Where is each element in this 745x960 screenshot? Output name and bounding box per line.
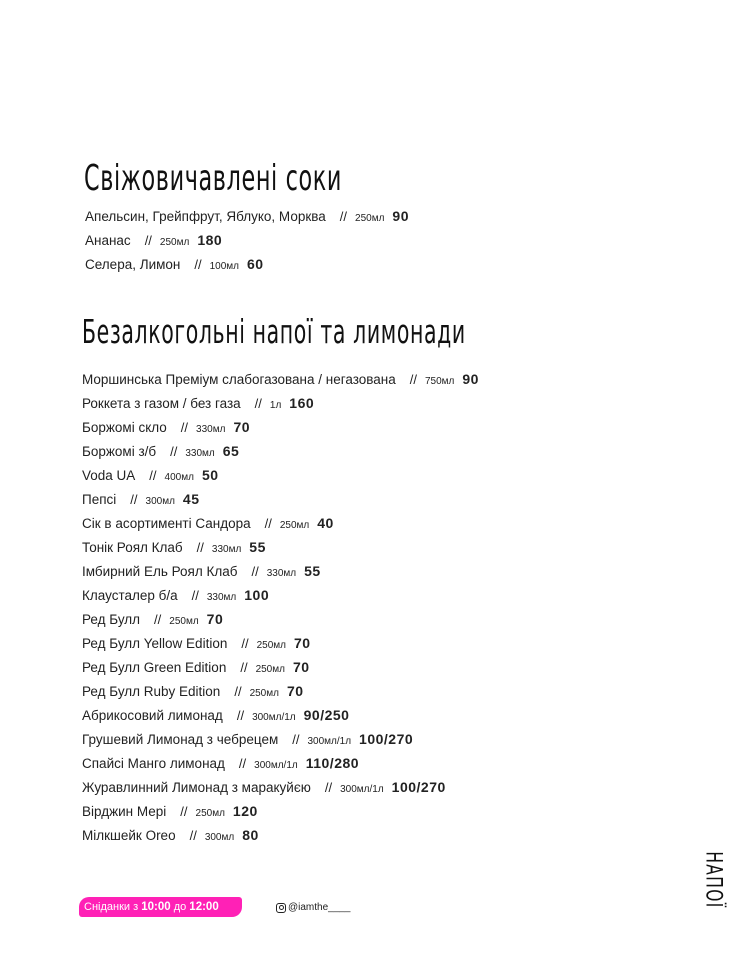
item-price: 55 — [249, 539, 266, 555]
item-price: 110/280 — [305, 755, 360, 771]
item-price: 160 — [289, 395, 315, 411]
menu-item — [82, 827, 259, 846]
item-price: 40 — [317, 515, 334, 531]
section-tab-drinks — [701, 839, 726, 921]
section-title-juices: Свіжовичавлені соки — [84, 158, 342, 199]
item-name: Ред Булл — [82, 612, 141, 627]
item-separator: // — [154, 612, 162, 627]
item-name: Ред Булл Yellow Edition — [82, 636, 228, 651]
item-volume: 1л — [269, 400, 282, 411]
menu-item — [82, 611, 223, 630]
item-separator: // — [194, 257, 202, 272]
breakfast-mid: до — [173, 901, 187, 913]
item-price: 65 — [222, 443, 240, 459]
item-separator: // — [264, 516, 272, 531]
menu-item — [82, 755, 359, 774]
item-volume: 250мл — [159, 237, 190, 248]
menu-item — [82, 515, 334, 534]
breakfast-prefix: Сніданки з — [84, 901, 139, 913]
item-price: 90 — [392, 208, 409, 224]
item-name: Журавлинний Лимонад з маракуйєю — [82, 780, 311, 795]
menu-item — [82, 587, 269, 606]
item-separator: // — [238, 756, 247, 771]
item-volume: 330мл — [206, 592, 237, 603]
item-volume: 250мл — [169, 616, 199, 627]
item-volume: 250мл — [255, 664, 285, 675]
item-name: Селера, Лимон — [85, 257, 181, 272]
item-volume: 300мл/1л — [307, 736, 352, 747]
item-separator: // — [234, 684, 242, 699]
item-volume: 750мл — [424, 376, 455, 387]
item-name: Грушевий Лимонад з чебрецем — [82, 732, 279, 747]
menu-item — [82, 563, 321, 582]
breakfast-hours-badge — [79, 897, 242, 917]
item-separator: // — [191, 588, 199, 603]
item-name: Клаусталер б/а — [82, 588, 178, 603]
menu-item — [82, 419, 250, 438]
item-volume: 300мл/1л — [254, 760, 298, 771]
instagram-icon — [276, 903, 286, 913]
item-separator: // — [144, 233, 152, 248]
item-price: 55 — [304, 563, 321, 579]
menu-item — [82, 803, 258, 822]
item-price: 100/270 — [391, 779, 446, 795]
item-name: Тонік Роял Клаб — [82, 540, 183, 555]
item-separator: // — [251, 564, 259, 579]
section-tab-label: НАПОЇ — [700, 851, 726, 909]
item-volume: 400мл — [164, 472, 194, 483]
item-name: Сік в асортименті Сандора — [82, 516, 251, 531]
item-name: Ред Булл Ruby Edition — [82, 684, 221, 699]
item-price: 120 — [232, 803, 258, 819]
breakfast-from: 10:00 — [141, 901, 171, 913]
item-name: Мілкшейк Oreo — [82, 828, 176, 843]
item-name: Моршинська Преміум слабогазована / негазована — [82, 372, 396, 387]
item-price: 100/270 — [359, 731, 414, 747]
item-volume: 330мл — [196, 424, 226, 435]
item-price: 100 — [244, 587, 270, 603]
item-name: Боржомі з/б — [82, 444, 157, 459]
item-separator: // — [339, 209, 348, 224]
item-volume: 300мл — [145, 496, 175, 507]
item-separator: // — [292, 732, 300, 747]
breakfast-to: 12:00 — [189, 901, 219, 913]
item-name: Боржомі скло — [82, 420, 167, 435]
item-separator: // — [189, 828, 197, 843]
menu-item — [82, 779, 446, 798]
item-price: 70 — [286, 683, 304, 699]
item-name: Імбирний Ель Роял Клаб — [82, 564, 238, 579]
menu-item — [82, 539, 266, 558]
item-volume: 300мл/1л — [252, 712, 296, 723]
item-price: 90 — [462, 371, 479, 387]
item-separator: // — [241, 636, 249, 651]
item-name: Абрикосовий лимонад — [82, 708, 223, 723]
item-price: 70 — [292, 659, 310, 675]
item-volume: 250мл — [279, 520, 310, 531]
item-separator: // — [149, 468, 157, 483]
item-name: Пепсі — [82, 492, 117, 507]
menu-item — [82, 659, 310, 678]
item-price: 70 — [233, 419, 251, 435]
item-price: 45 — [182, 491, 200, 507]
item-name: Апельсин, Грейпфрут, Яблуко, Морква — [85, 209, 326, 224]
item-separator: // — [130, 492, 138, 507]
instagram-link[interactable] — [276, 902, 350, 913]
item-volume: 300мл — [204, 832, 235, 843]
item-name: Роккета з газом / без газа — [82, 396, 241, 411]
item-volume: 250мл — [195, 808, 225, 819]
item-volume: 250мл — [249, 688, 279, 699]
item-separator: // — [196, 540, 204, 555]
menu-item — [85, 208, 409, 227]
item-price: 90/250 — [303, 707, 350, 723]
item-separator: // — [180, 804, 188, 819]
item-price: 80 — [242, 827, 259, 843]
item-volume: 330мл — [185, 448, 215, 459]
item-name: Ананас — [85, 233, 131, 248]
item-volume: 250мл — [355, 213, 385, 224]
item-separator: // — [240, 660, 248, 675]
item-price: 70 — [206, 611, 224, 627]
item-separator: // — [236, 708, 245, 723]
menu-item — [85, 232, 222, 251]
item-price: 50 — [201, 467, 219, 483]
item-price: 180 — [197, 232, 223, 248]
menu-item — [82, 395, 314, 414]
item-name: Вірджин Мері — [82, 804, 167, 819]
item-volume: 330мл — [211, 544, 242, 555]
menu-item — [82, 467, 219, 486]
item-name: Ред Булл Green Edition — [82, 660, 227, 675]
menu-item — [82, 707, 349, 726]
menu-item — [82, 443, 239, 462]
menu-item — [82, 683, 304, 702]
menu-item — [82, 491, 200, 510]
item-separator: // — [254, 396, 262, 411]
menu-item — [85, 256, 264, 275]
section-title-drinks: Безалкогольні напої та лимонади — [82, 312, 466, 351]
item-volume: 330мл — [266, 568, 297, 579]
item-name: Voda UA — [82, 468, 136, 483]
menu-item — [82, 635, 311, 654]
instagram-handle: @iamthe____ — [288, 902, 351, 913]
item-separator: // — [180, 420, 189, 435]
item-separator: // — [324, 780, 333, 795]
item-separator: // — [170, 444, 178, 459]
item-volume: 100мл — [209, 261, 239, 272]
item-volume: 300мл/1л — [340, 784, 384, 795]
item-volume: 250мл — [256, 640, 286, 651]
item-name: Спайсі Манго лимонад — [82, 756, 225, 771]
menu-item — [82, 731, 413, 750]
item-price: 70 — [293, 635, 311, 651]
item-separator: // — [409, 372, 417, 387]
menu-item — [82, 371, 479, 390]
item-price: 60 — [247, 256, 264, 272]
